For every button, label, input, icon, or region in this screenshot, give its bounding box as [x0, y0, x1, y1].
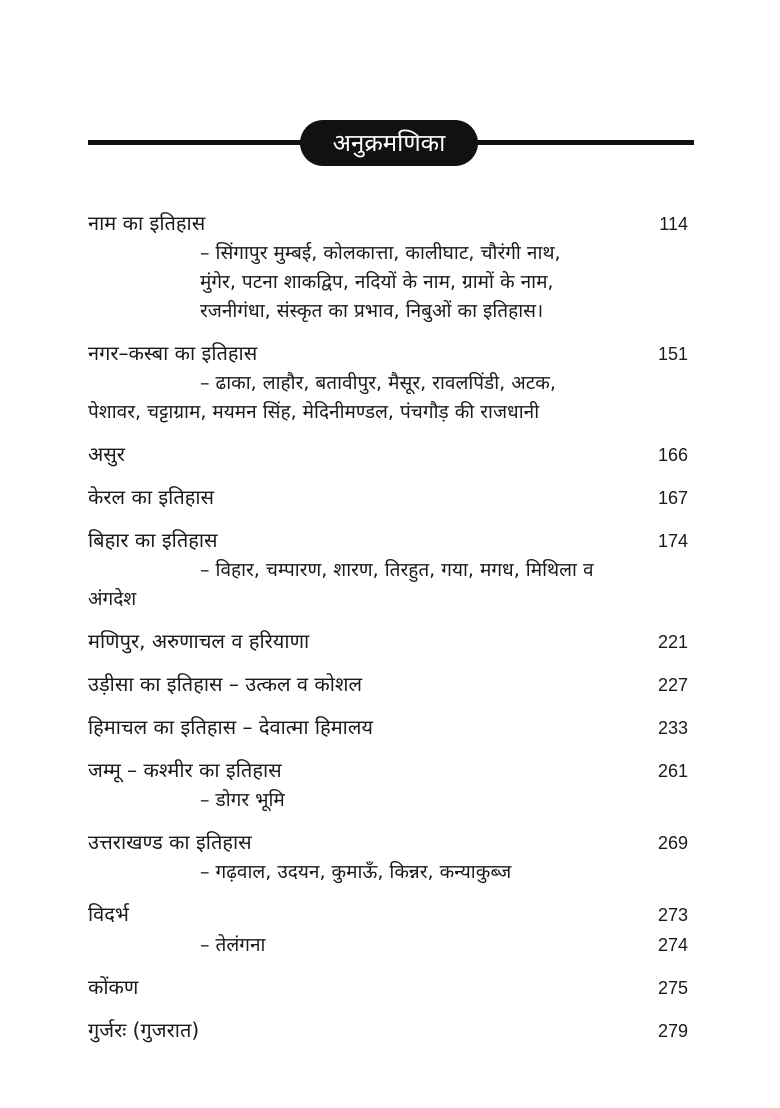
entry-title: कोंकण — [88, 975, 139, 999]
entry-title: हिमाचल का इतिहास – देवात्मा हिमालय — [88, 715, 374, 739]
entry-subtopic: – तेलंगना — [200, 934, 266, 956]
entry-description: – ढाका, लाहौर, बतावीपुर, मैसूर, रावलपिंडी, अटक, — [200, 372, 556, 394]
entry-title: विदर्भ — [88, 902, 129, 926]
index-entry — [88, 669, 688, 700]
index-entry — [88, 755, 688, 815]
entry-page-number: 174 — [657, 531, 688, 551]
entry-title: केरल का इतिहास — [88, 485, 215, 509]
index-entry — [88, 899, 688, 960]
index-entry — [88, 626, 688, 657]
entry-description: पेशावर, चट्टाग्राम, मयमन सिंह, मेदिनीमण्डल, पंचगौड़ की राजधानी — [88, 401, 540, 423]
entry-description: – डोगर भूमि — [200, 789, 285, 811]
entry-description: मुंगेर, पटना शाकद्विप, नदियों के नाम, ग्रामों के नाम, — [200, 271, 554, 293]
entry-page-number: 151 — [657, 344, 688, 364]
index-list — [88, 208, 688, 1058]
index-entry — [88, 482, 688, 513]
entry-title: मणिपुर, अरुणाचल व हरियाणा — [88, 629, 310, 653]
entry-title: नाम का इतिहास — [88, 211, 206, 235]
index-entry — [88, 827, 688, 887]
entry-title: गुर्जरः (गुजरात) — [88, 1018, 200, 1042]
entry-title: नगर–कस्बा का इतिहास — [88, 341, 258, 365]
entry-subtopic-page-number: 274 — [657, 935, 688, 955]
index-entry — [88, 972, 688, 1003]
entry-page-number: 269 — [657, 833, 688, 853]
entry-page-number: 166 — [657, 445, 688, 465]
entry-description: रजनीगंधा, संस्कृत का प्रभाव, निबुओं का इतिहास। — [200, 300, 544, 322]
entry-page-number: 279 — [657, 1021, 688, 1041]
entry-page-number: 221 — [657, 632, 688, 652]
entry-description: – सिंगापुर मुम्बई, कोलकात्ता, कालीघाट, चौरंगी नाथ, — [200, 242, 561, 264]
entry-title: बिहार का इतिहास — [88, 528, 218, 552]
entry-page-number: 233 — [657, 718, 688, 738]
index-entry — [88, 208, 688, 326]
entry-page-number: 275 — [657, 978, 688, 998]
entry-description: – गढ़वाल, उदयन, कुमाऊँ, किन्नर, कन्याकुब्ज — [200, 861, 512, 883]
index-header — [88, 120, 694, 166]
index-entry — [88, 712, 688, 743]
entry-page-number: 227 — [657, 675, 688, 695]
index-entry — [88, 338, 688, 427]
entry-title: जम्मू – कश्मीर का इतिहास — [88, 758, 282, 782]
entry-page-number: 114 — [659, 214, 688, 234]
entry-title: असुर — [88, 442, 125, 466]
entry-page-number: 261 — [657, 761, 688, 781]
index-entry — [88, 525, 688, 614]
entry-description: अंगदेश — [88, 588, 137, 610]
index-entry — [88, 439, 688, 470]
index-entry — [88, 1015, 688, 1046]
entry-title: उड़ीसा का इतिहास – उत्कल व कोशल — [88, 672, 363, 696]
entry-title: उत्तराखण्ड का इतिहास — [88, 830, 252, 854]
entry-description: – विहार, चम्पारण, शारण, तिरहुत, गया, मगध, मिथिला व — [200, 559, 594, 581]
entry-page-number: 167 — [657, 488, 688, 508]
entry-page-number: 273 — [657, 905, 688, 925]
page-title: अनुक्रमणिका — [300, 120, 478, 166]
